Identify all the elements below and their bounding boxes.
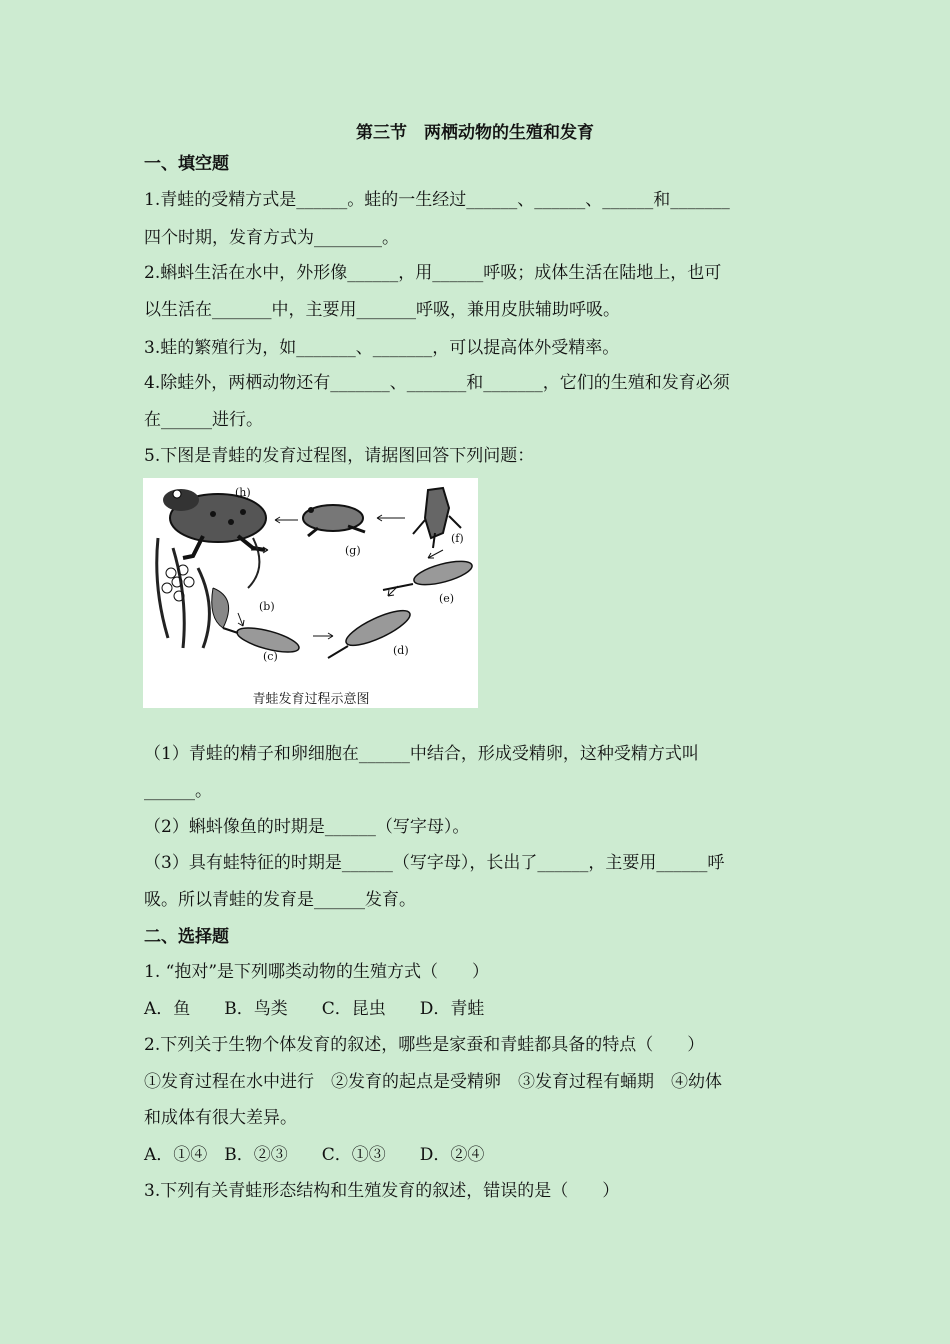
mc2-statements-line2: 和成体有很大差异。 [144,1108,297,1128]
stage-label-b: (b) [259,600,275,613]
q5-line: 5.下图是青蛙的发育过程图，请据图回答下列问题： [144,446,535,466]
stage-label-d: (d) [393,644,409,657]
tadpole-e-illustration [383,557,474,590]
frog-development-figure [143,478,478,708]
sub2-line: （2）蝌蚪像鱼的时期是______（写字母）。 [144,817,470,837]
mc2-options: A．①④ B．②③ C．①③ D．②④ [144,1145,485,1165]
stage-label-f: (f) [451,532,464,545]
adult-frog-illustration [163,489,266,558]
stage-label-c: (c) [263,650,278,663]
stage-label-h: (h) [235,486,251,499]
sub3-line1: （3）具有蛙特征的时期是______（写字母），长出了______，主要用______呼 [144,853,725,873]
q1-line2: 四个时期，发育方式为________。 [144,228,399,248]
q3-line: 3.蛙的繁殖行为，如_______、_______，可以提高体外受精率。 [144,338,620,358]
sub1-line1: （1）青蛙的精子和卵细胞在______中结合，形成受精卵，这种受精方式叫 [144,744,699,764]
mc2-question: 2.下列关于生物个体发育的叙述，哪些是家蚕和青蛙都具备的特点（ ） [144,1035,705,1055]
stage-label-g: (g) [345,544,361,557]
mc2-statements-line1: ①发育过程在水中进行 ②发育的起点是受精卵 ③发育过程有蛹期 ④幼体 [144,1072,722,1092]
mc1-question: 1. “抱对”是下列哪类动物的生殖方式（ ） [144,962,490,982]
cycle-arrows [238,515,443,639]
q2-line1: 2.蝌蚪生活在水中，外形像______，用______呼吸；成体生活在陆地上，也可 [144,263,722,283]
q4-line1: 4.除蛙外，两栖动物还有_______、_______和_______，它们的生殖和发育必须 [144,373,730,393]
mc1-options: A．鱼 B．鸟类 C．昆虫 D．青蛙 [144,999,485,1019]
sub3-line2: 吸。所以青蛙的发育是______发育。 [144,890,416,910]
q2-line2: 以生活在_______中，主要用_______呼吸，兼用皮肤辅助呼吸。 [144,300,620,320]
figure-caption: 青蛙发育过程示意图 [252,692,370,707]
stage-label-e: (e) [439,592,455,605]
q1-line1: 1.青蛙的受精方式是______。蛙的一生经过______、______、______和_______ [144,190,730,210]
young-frog-illustration [303,505,365,536]
section2-heading: 二、选择题 [144,927,229,947]
mc3-question: 3.下列有关青蛙形态结构和生殖发育的叙述，错误的是（ ） [144,1181,620,1201]
q4-line2: 在______进行。 [144,410,263,430]
sub1-line2: ______。 [144,781,212,801]
section1-heading: 一、填空题 [144,154,229,174]
page-title: 第三节 两栖动物的生殖和发育 [356,123,594,143]
